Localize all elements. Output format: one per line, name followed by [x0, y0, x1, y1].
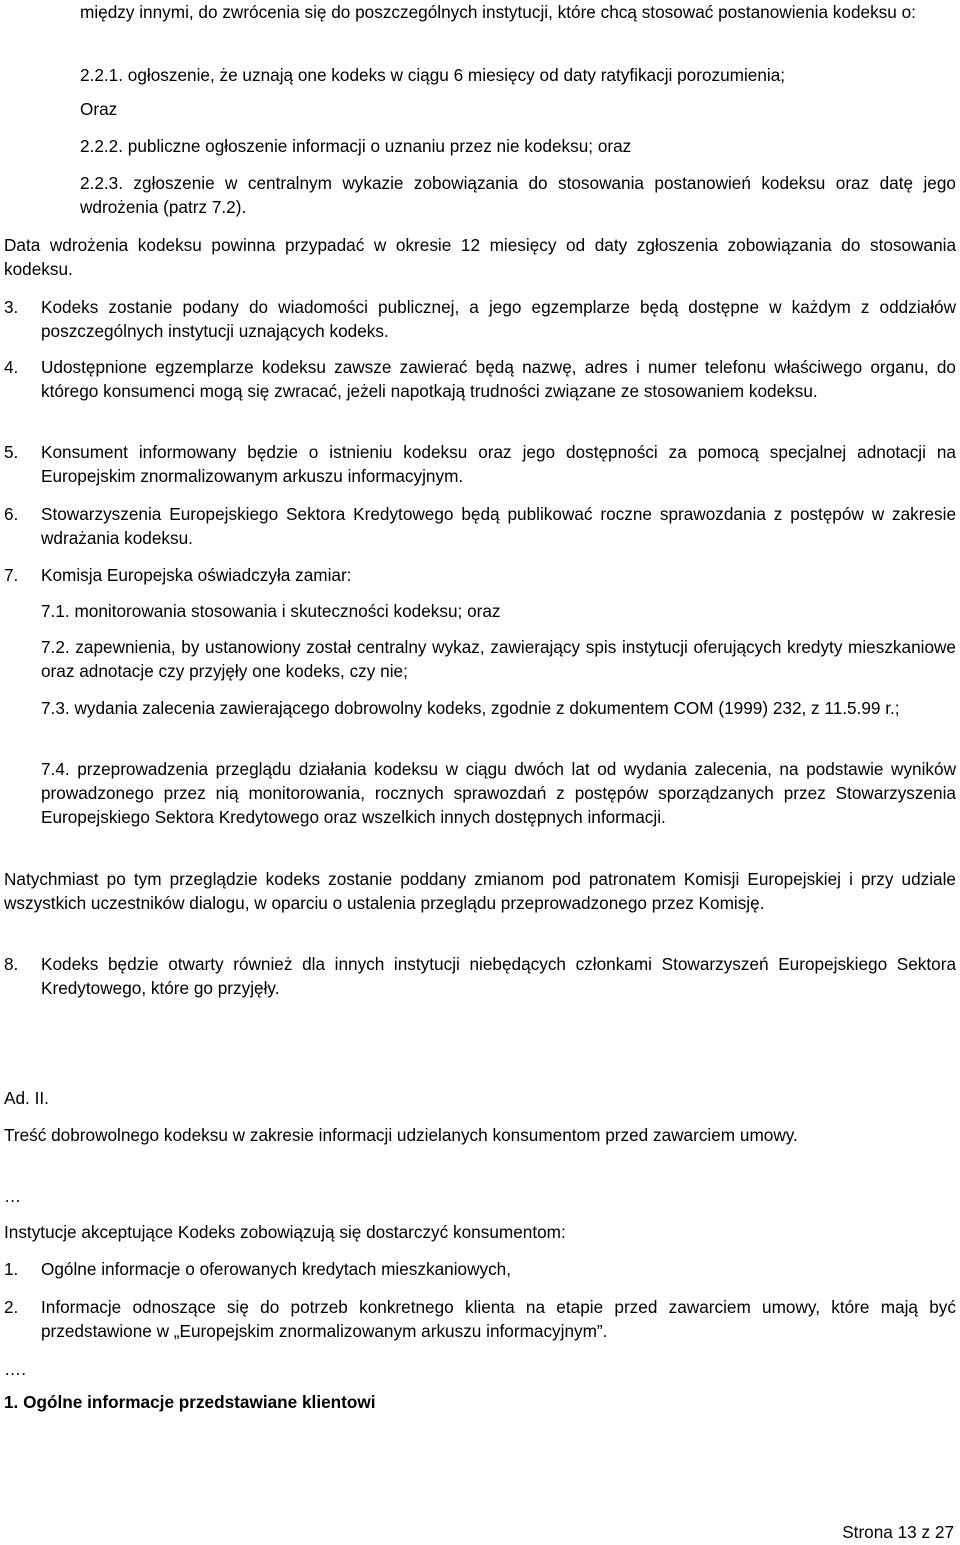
paragraph-3 — [4, 295, 956, 343]
intro-continuation: między innymi, do zwrócenia się do poszczególnych instytucji, które chcą stosować postanowienia kodeksu o: — [80, 2, 916, 22]
paragraph-number: 6. — [4, 504, 19, 524]
section-heading: 1. Ogólne informacje przedstawiane klientowi — [4, 1392, 376, 1412]
list-number: 2. — [4, 1297, 19, 1317]
paragraph-5 — [4, 440, 956, 488]
item-2-2-3: 2.2.3. zgłoszenie w centralnym wykazie zobowiązania do stosowania postanowień kodeksu oraz datę jego wdrożenia (patrz 7.2). — [80, 173, 956, 217]
item-7-2: 7.2. zapewnienia, by ustanowiony został centralny wykaz, zawierający spis instytucji oferujących kredyty mieszkaniowe oraz adnotacje czy przyjęły one kodeks, czy nie; — [41, 637, 956, 681]
paragraph-number: 5. — [4, 442, 19, 462]
list-item-2 — [4, 1295, 956, 1343]
list-text: Ogólne informacje o oferowanych kredytach mieszkaniowych, — [41, 1259, 512, 1279]
paragraph-text: Komisja Europejska oświadczyła zamiar: — [41, 565, 352, 585]
paragraph-8 — [4, 952, 956, 1000]
paragraph-6 — [4, 502, 956, 550]
paragraph-number: 3. — [4, 297, 19, 317]
item-7-1: 7.1. monitorowania stosowania i skuteczności kodeksu; oraz — [41, 601, 501, 621]
list-item-1 — [4, 1257, 956, 1281]
ellipsis-1: … — [4, 1186, 22, 1206]
instytucje-paragraph: Instytucje akceptujące Kodeks zobowiązują się dostarczyć konsumentom: — [4, 1222, 566, 1242]
paragraph-7 — [4, 563, 956, 587]
paragraph-text: Udostępnione egzemplarze kodeksu zawsze zawierać będą nazwę, adres i numer telefonu właściwego organu, do którego konsumenci mogą się zwracać, jeżeli napotkają trudności związane ze stosowaniem kodeksu. — [41, 357, 956, 401]
paragraph-number: 7. — [4, 565, 19, 585]
paragraph-text: Stowarzyszenia Europejskiego Sektora Kredytowego będą publikować roczne sprawozdania z postępów w zakresie wdrażania kodeksu. — [41, 504, 956, 548]
item-2-2-1: 2.2.1. ogłoszenie, że uznają one kodeks w ciągu 6 miesięcy od daty ratyfikacji porozumienia; — [80, 65, 786, 85]
item-7-4: 7.4. przeprowadzenia przeglądu działania kodeksu w ciągu dwóch lat od wydania zalecenia, na podstawie wyników prowadzonego przez nią monitorowania, rocznych sprawozdań z postępów sporządzanych przez Stowarzyszenia Europejskiego Sektora Kredytowego oraz wszelkich innych dostępnych informacji. — [41, 759, 956, 827]
data-paragraph: Data wdrożenia kodeksu powinna przypadać w okresie 12 miesięcy od daty zgłoszenia zobowiązania do stosowania kodeksu. — [4, 235, 956, 279]
paragraph-text: Kodeks będzie otwarty również dla innych instytucji niebędących członkami Stowarzyszeń Europejskiego Sektora Kredytowego, które go przyjęły. — [41, 954, 956, 998]
paragraph-text: Kodeks zostanie podany do wiadomości publicznej, a jego egzemplarze będą dostępne w każdym z oddziałów poszczególnych instytucji uznających kodeks. — [41, 297, 956, 341]
paragraph-number: 4. — [4, 357, 19, 377]
list-text: Informacje odnoszące się do potrzeb konkretnego klienta na etapie przed zawarciem umowy, które mają być przedstawione w „Europejskim znormalizowanym arkuszu informacyjnym”. — [41, 1297, 956, 1341]
section-ad-ii: Ad. II. — [4, 1088, 49, 1108]
item-7-3: 7.3. wydania zalecenia zawierającego dobrowolny kodeks, zgodnie z dokumentem COM (1999) 232, z 11.5.99 r.; — [41, 698, 900, 718]
item-2-2-2: 2.2.2. publiczne ogłoszenie informacji o uznaniu przez nie kodeksu; oraz — [80, 136, 632, 156]
paragraph-text: Konsument informowany będzie o istnieniu kodeksu oraz jego dostępności za pomocą specjalnej adnotacji na Europejskim znormalizowanym arkuszu informacyjnym. — [41, 442, 956, 486]
tresc-paragraph: Treść dobrowolnego kodeksu w zakresie informacji udzielanych konsumentom przed zawarciem umowy. — [4, 1125, 798, 1145]
page-number-footer: Strona 13 z 27 — [842, 1522, 954, 1542]
list-number: 1. — [4, 1259, 19, 1279]
paragraph-number: 8. — [4, 954, 19, 974]
natychmiast-paragraph: Natychmiast po tym przeglądzie kodeks zostanie poddany zmianom pod patronatem Komisji Europejskiej i przy udziale wszystkich uczestników dialogu, w oparciu o ustalenia przeglądu przeprowadzonego przez Komisję. — [4, 869, 956, 913]
oraz-text: Oraz — [80, 99, 118, 119]
paragraph-4 — [4, 355, 956, 403]
ellipsis-2: …. — [4, 1359, 26, 1379]
